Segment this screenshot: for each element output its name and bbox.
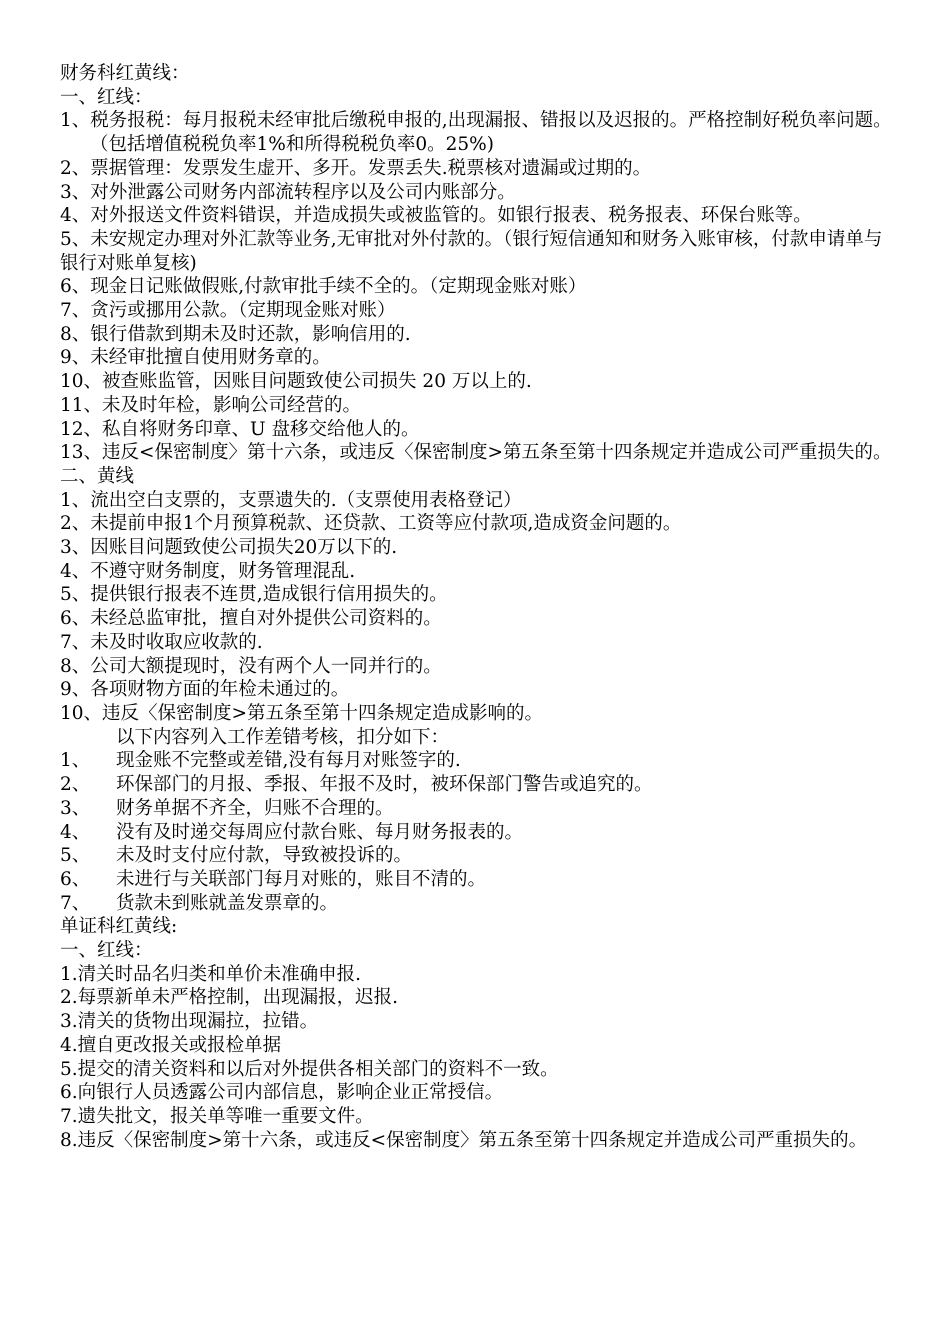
finance-red-item: 12、私自将财务印章、U 盘移交给他人的。 — [60, 418, 420, 440]
finance-yellow-item: 10、违反〈保密制度>第五条至第十四条规定造成影响的。 — [60, 702, 544, 724]
assessment-item — [60, 797, 894, 821]
finance-yellow-item: 9、各项财物方面的年检未通过的。 — [60, 679, 350, 701]
finance-yellow-item: 3、因账目问题致使公司损失20万以下的. — [60, 537, 398, 559]
finance-yellow-item: 2、未提前申报1个月预算税款、还贷款、工资等应付款项,造成资金问题的。 — [60, 513, 682, 535]
assessment-item-number: 4、 — [60, 821, 91, 843]
finance-yellow-item: 7、未及时收取应收款的. — [60, 631, 263, 653]
documents-red-item: 5.提交的清关资料和以后对外提供各相关部门的资料不一致。 — [60, 1058, 559, 1080]
assessment-item-text: 环保部门的月报、季报、年报不及时，被环保部门警告或追究的。 — [116, 774, 653, 796]
assessment-item-text: 没有及时递交每周应付款台账、每月财务报表的。 — [116, 821, 524, 843]
assessment-item — [60, 868, 894, 892]
document-page — [60, 62, 894, 1152]
finance-red-item: 4、对外报送文件资料错误，并造成损失或被监管的。如银行报表、税务报表、环保台账等。 — [60, 205, 812, 227]
documents-red-heading: 一、红线： — [60, 940, 153, 962]
finance-yellow-item: 4、不遵守财务制度，财务管理混乱. — [60, 560, 356, 582]
assessment-item-number: 3、 — [60, 797, 91, 819]
finance-yellow-item: 6、未经总监审批，擅自对外提供公司资料的。 — [60, 608, 442, 630]
finance-red-item: 10、被查账监管，因账目问题致使公司损失 20 万以上的. — [60, 371, 532, 393]
finance-red-item: 13、违反<保密制度〉第十六条，或违反〈保密制度>第五条至第十四条规定并造成公司严重损失的。 — [60, 442, 892, 464]
finance-red-item: 8、银行借款到期未及时还款，影响信用的. — [60, 323, 411, 345]
finance-yellow-heading: 二、黄线 — [60, 465, 135, 487]
finance-yellow-item: 5、提供银行报表不连贯,造成银行信用损失的。 — [60, 584, 448, 606]
documents-red-item: 1.清关时品名归类和单价未准确申报. — [60, 963, 362, 985]
assessment-item — [60, 821, 894, 845]
finance-red-item: 9、未经审批擅自使用财务章的。 — [60, 347, 331, 369]
assessment-item-number: 7、 — [60, 892, 91, 914]
finance-yellow-item: 1、流出空白支票的，支票遗失的.（支票使用表格登记） — [60, 489, 522, 511]
assessment-item-number: 6、 — [60, 868, 91, 890]
assessment-item — [60, 892, 894, 916]
assessment-item — [60, 773, 894, 797]
documents-red-item: 7.遗失批文，报关单等唯一重要文件。 — [60, 1105, 374, 1127]
assessment-item-text: 货款未到账就盖发票章的。 — [116, 892, 339, 914]
finance-red-item: 3、对外泄露公司财务内部流转程序以及公司内账部分。 — [60, 181, 516, 203]
assessment-item-number: 2、 — [60, 774, 91, 796]
assessment-item-number: 1、 — [60, 750, 91, 772]
assessment-item-text: 未及时支付应付款，导致被投诉的。 — [116, 845, 413, 867]
finance-red-heading: 一、红线： — [60, 86, 153, 108]
finance-red-item: 6、现金日记账做假账,付款审批手续不全的。（定期现金账对账） — [60, 276, 587, 298]
assessment-item-text: 未进行与关联部门每月对账的，账目不清的。 — [116, 868, 487, 890]
documents-red-item: 4.擅自更改报关或报检单据 — [60, 1034, 282, 1056]
documents-red-item: 2.每票新单未严格控制，出现漏报，迟报. — [60, 987, 399, 1009]
finance-red-item: 7、贪污或挪用公款。（定期现金账对账） — [60, 300, 396, 322]
finance-yellow-item: 8、公司大额提现时，没有两个人一同并行的。 — [60, 655, 442, 677]
assessment-item-number: 5、 — [60, 845, 91, 867]
finance-red-item: 2、票据管理：发票发生虚开、多开。发票丢失.税票核对遗漏或过期的。 — [60, 157, 652, 179]
assessment-item — [60, 844, 894, 868]
assessment-item-text: 财务单据不齐全，归账不合理的。 — [116, 797, 394, 819]
documents-section-title: 单证科红黄线: — [60, 916, 178, 938]
finance-red-item: 5、未安规定办理对外汇款等业务,无审批对外付款的。（银行短信通知和财务入账审核，付款申请单与银行对账单复核) — [60, 228, 883, 274]
finance-red-item: 1、税务报税：每月报税未经审批后缴税申报的,出现漏报、错报以及迟报的。严格控制好税负率问题。（包括增值税税负率1%和所得税税负率0。25%) — [60, 110, 892, 156]
finance-red-item: 11、未及时年检，影响公司经营的。 — [60, 394, 362, 416]
assessment-intro: 以下内容列入工作差错考核，扣分如下： — [116, 726, 450, 748]
documents-red-item: 6.向银行人员透露公司内部信息，影响企业正常授信。 — [60, 1082, 504, 1104]
assessment-item-text: 现金账不完整或差错,没有每月对账签字的. — [116, 750, 461, 772]
assessment-item — [60, 749, 894, 773]
documents-red-item: 3.清关的货物出现漏拉，拉错。 — [60, 1011, 319, 1033]
documents-red-item: 8.违反〈保密制度>第十六条，或违反<保密制度〉第五条至第十四条规定并造成公司严重损失的。 — [60, 1129, 868, 1151]
finance-section-title: 财务科红黄线： — [60, 63, 190, 84]
